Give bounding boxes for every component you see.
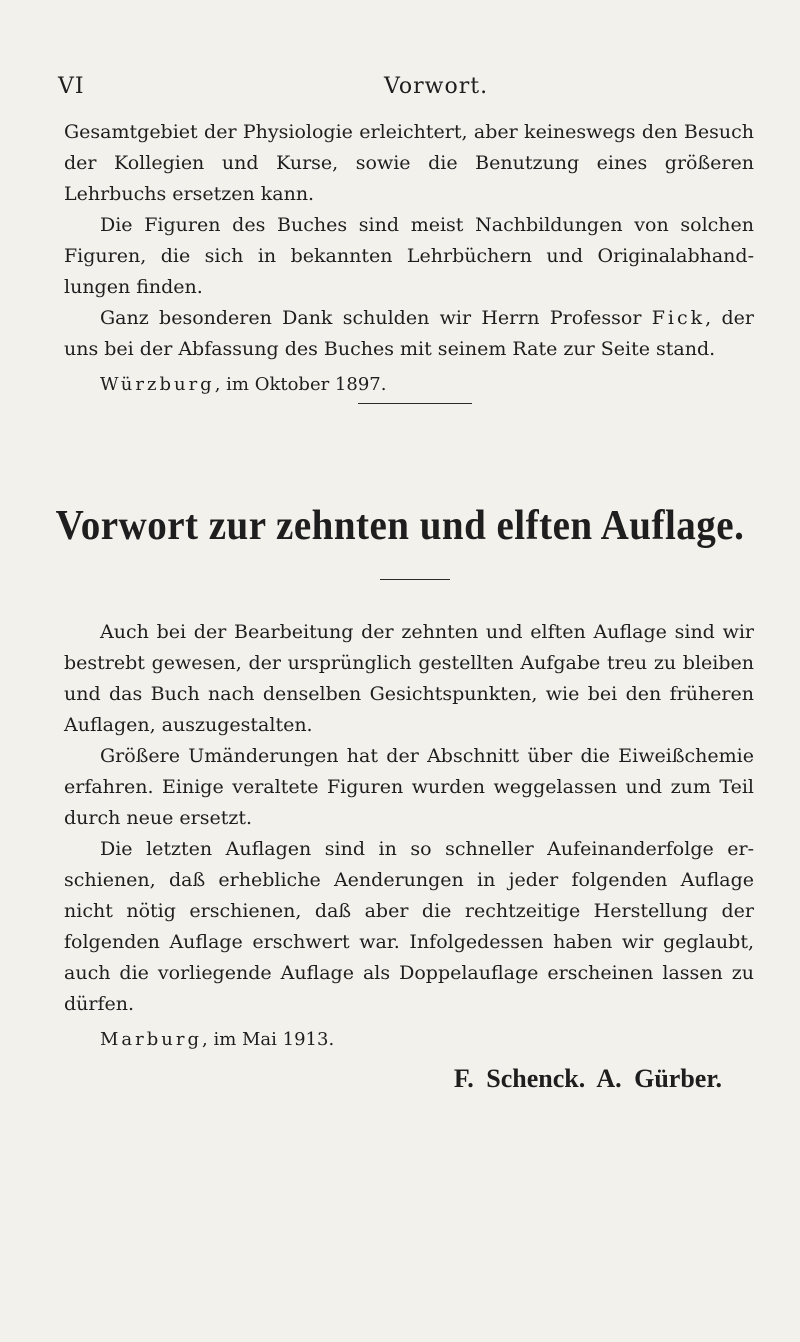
running-title: Vorwort.: [384, 74, 489, 99]
place-date: [64, 1026, 754, 1054]
thanks-name: Fick: [651, 307, 706, 329]
paragraph: Die letzten Auflagen sind in so schneller Aufeinanderfolge erschienen, daß erhebliche Aenderungen in jeder folgenden Auflage nicht nötig erschienen, daß aber die rechtzeitige Herstellung der folgenden Auflage erschwert war. Infolgedessen haben wir geglaubt, auch die vorliegende Auflage als Doppelauflage erscheinen lassen zu dürfen.: [64, 838, 754, 1015]
paragraph: Gesamtgebiet der Physiologie erleichtert, aber keineswegs den Besuch der Kollegien und Kurse, sowie die Benutzung eines größeren Lehrbuchs ersetzen kann.: [64, 121, 754, 205]
thanks-paragraph: [64, 303, 754, 365]
paragraph: Größere Umänderungen hat der Abschnitt über die Eiweißchemie erfahren. Einige veraltete Figuren wurden weggelassen und zum Teil durch neue ersetzt.: [64, 745, 754, 829]
paragraph: Die Figuren des Buches sind meist Nachbildungen von solchen Figuren, die sich in bekannten Lehrbüchern und Originalabhandlungen finden.: [64, 214, 754, 298]
divider-rule: [380, 579, 450, 580]
page-header: [58, 74, 742, 104]
page-number: VI: [58, 74, 85, 99]
place-date: [64, 371, 754, 399]
preface-continuation: [64, 117, 754, 399]
place: Würzburg: [100, 374, 215, 395]
thanks-text: Ganz besonderen Dank schulden wir Herrn Professor: [100, 307, 652, 329]
paragraph: Auch bei der Bearbeitung der zehnten und elften Auflage sind wir bestrebt gewesen, der ursprünglich gestellten Aufgabe treu zu bleiben und das Buch nach denselben Gesichtspunkten, wie bei den früheren Auflagen, auszugestalten.: [64, 621, 754, 736]
signature: F. Schenck. A. Gürber.: [453, 1064, 722, 1093]
divider-rule: [358, 403, 472, 404]
date: , im Mai 1913.: [202, 1029, 335, 1050]
date: , im Oktober 1897.: [214, 374, 387, 395]
place: Marburg: [100, 1029, 203, 1050]
thanks-text-end: , der uns bei der Abfassung des Buches mit seinem Rate zur Seite stand.: [64, 307, 754, 360]
new-preface-body: [64, 617, 754, 1054]
chapter-title: Vorwort zur zehnten und elften Auflage.: [55, 503, 745, 549]
